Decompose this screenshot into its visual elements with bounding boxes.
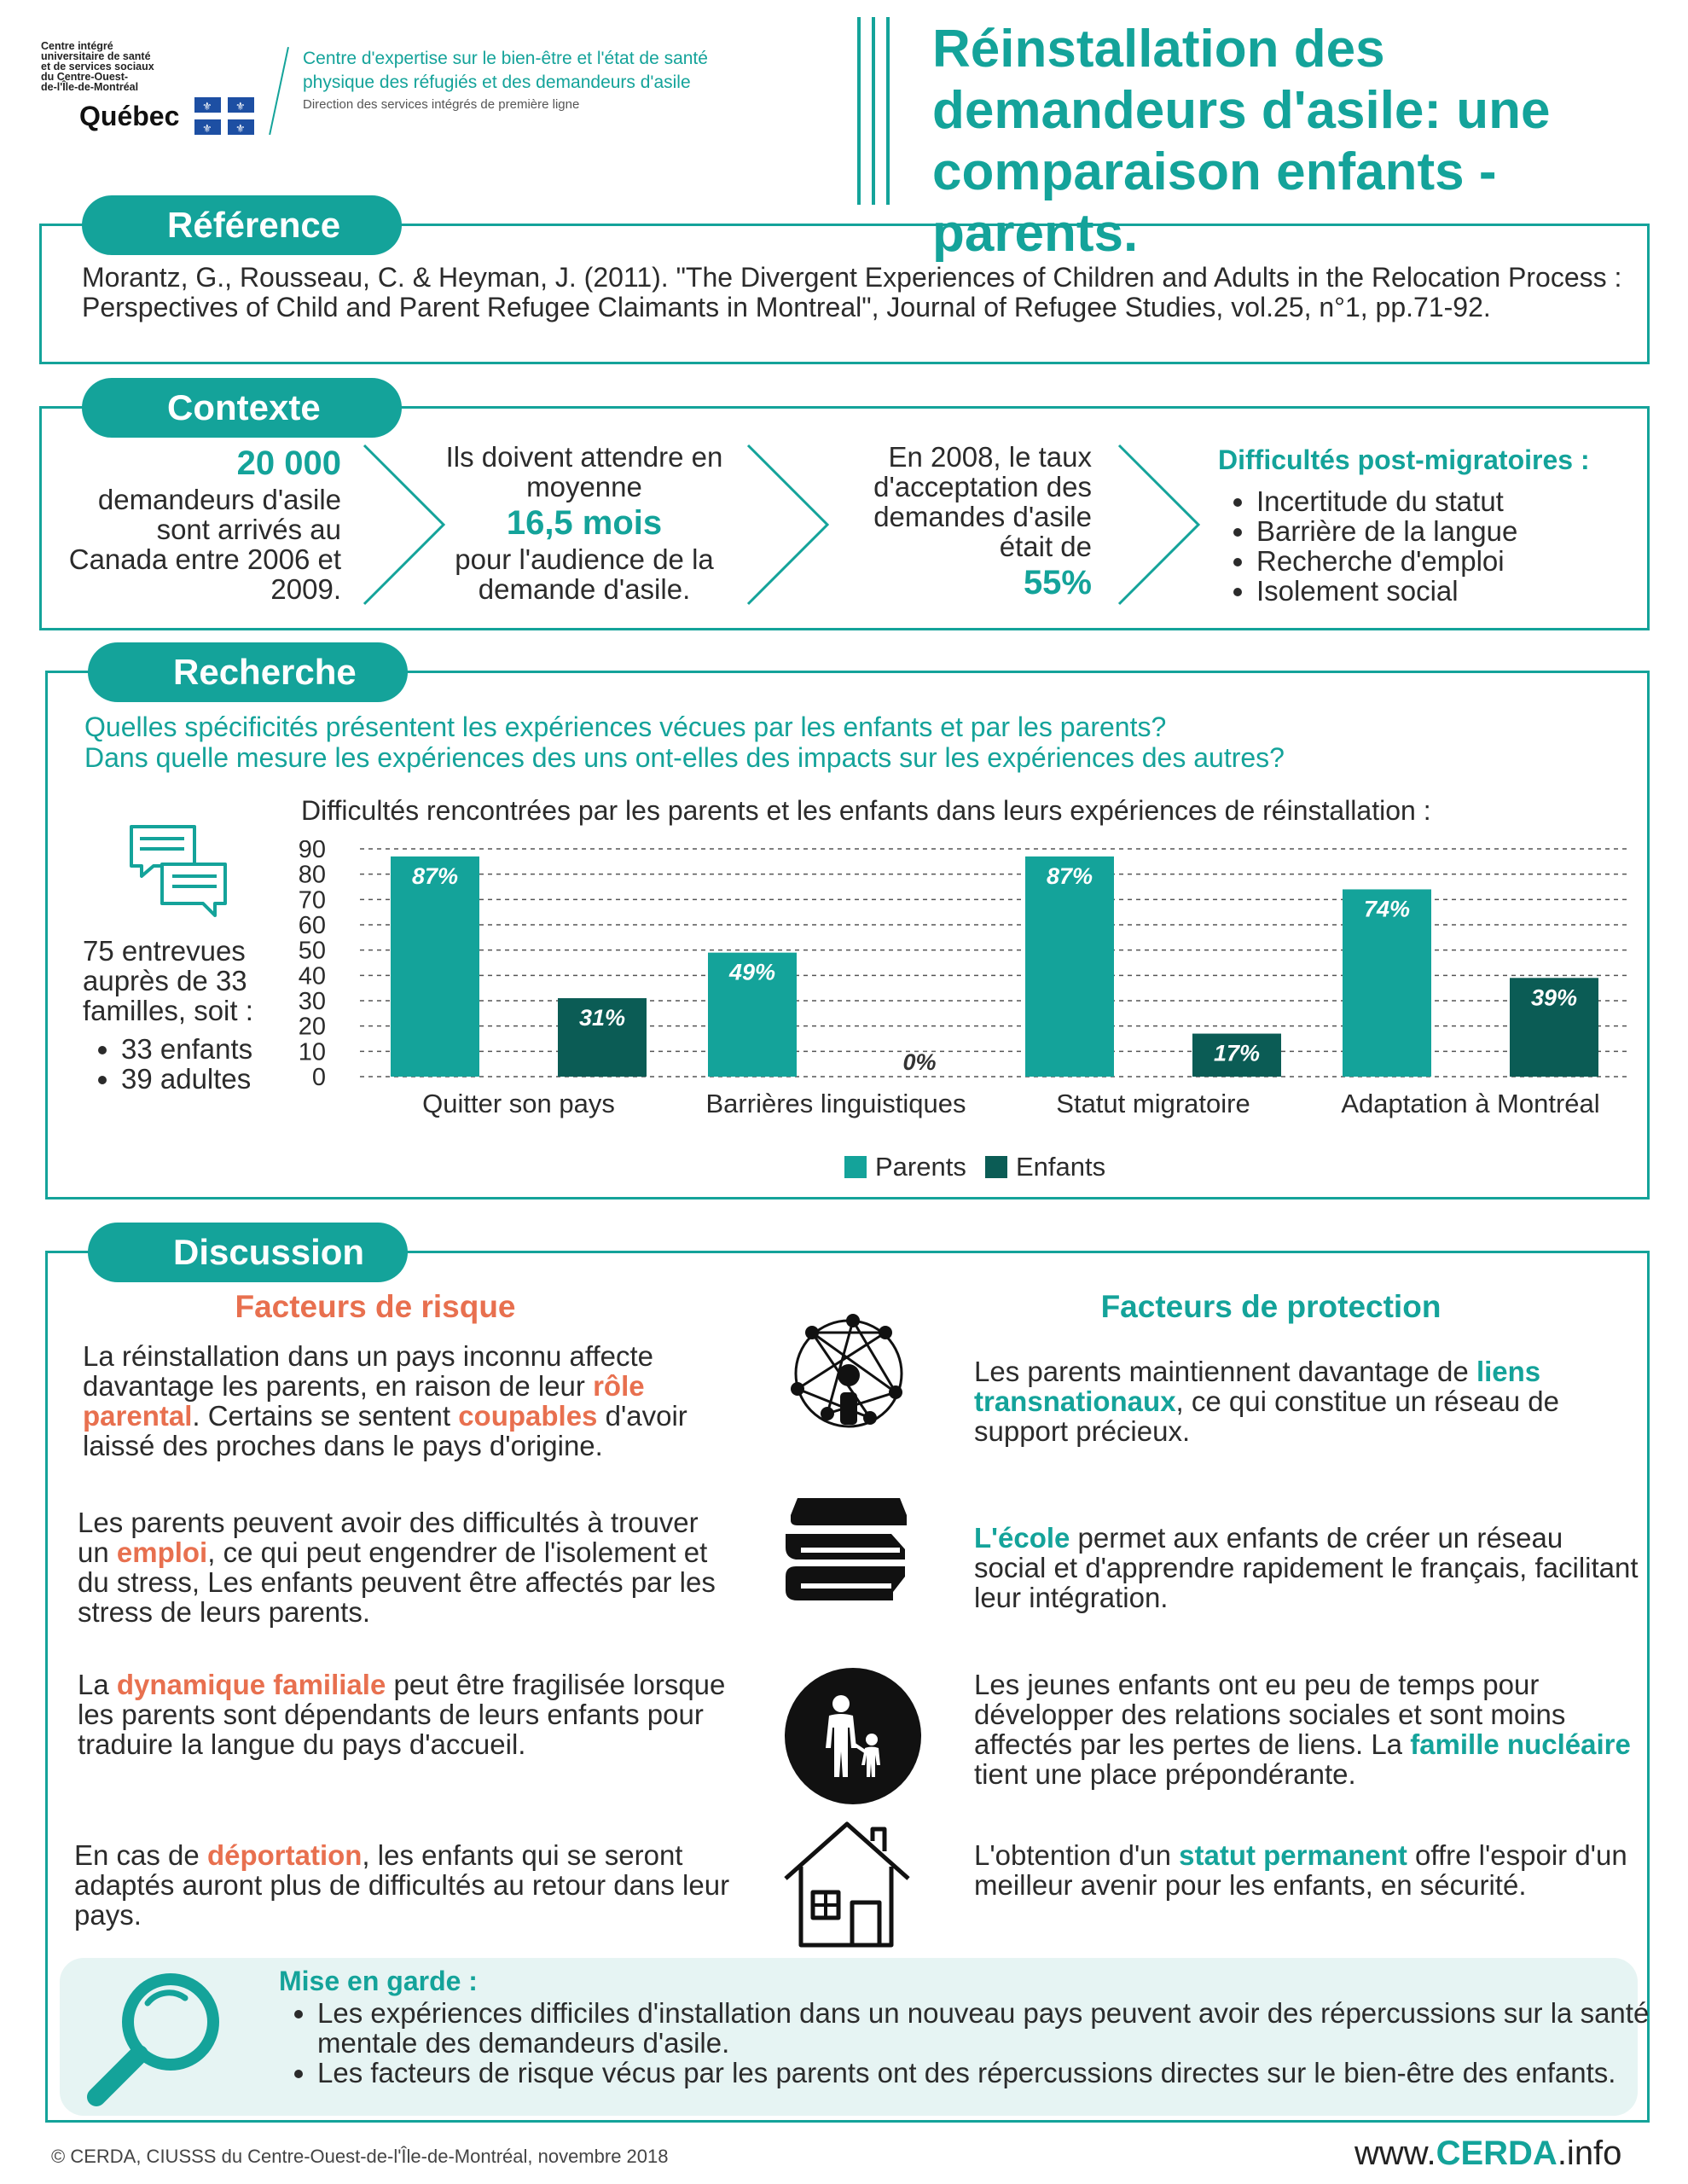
books-icon xyxy=(780,1491,913,1619)
list-item: • Incertitude du statut xyxy=(1256,486,1644,516)
title-bars xyxy=(857,17,891,205)
text-fragment: d'avoir laissé des proches dans le pays d'origine. xyxy=(83,1400,687,1461)
data-label: 49% xyxy=(728,959,776,985)
protection-factor-3 xyxy=(974,1670,1639,1789)
footer-site xyxy=(1354,2133,1621,2174)
caution-list xyxy=(279,1998,1665,2088)
parent-child-icon xyxy=(783,1666,924,1807)
y-tick-label: 10 xyxy=(298,1038,326,1066)
text-fragment: En cas de xyxy=(74,1839,207,1871)
context-wait-post: pour l'audience de la demande d'asile. xyxy=(455,543,714,605)
bar-parents xyxy=(1025,857,1114,1077)
contexte-heading: Contexte xyxy=(82,378,402,438)
text-fragment: permet aux enfants de créer un réseau social et d'apprendre rapidement le français, facilitant leur intégration. xyxy=(974,1522,1639,1613)
y-tick-label: 60 xyxy=(298,912,326,939)
ciusss-line: Centre intégré xyxy=(41,40,113,52)
list-item: • Isolement social xyxy=(1256,576,1644,606)
centre-name xyxy=(303,47,815,115)
y-tick-label: 90 xyxy=(298,840,326,863)
site-suffix: .info xyxy=(1557,2135,1622,2172)
protection-keyword: famille nucléaire xyxy=(1410,1728,1631,1760)
text-fragment: , les enfants qui se seront adaptés auront plus de difficultés au retour dans leur pays. xyxy=(74,1839,730,1931)
caution-title: Mise en garde : xyxy=(279,1966,478,1996)
centre-line2: physique des réfugiés et des demandeurs d'asile xyxy=(303,73,691,92)
arrow-chevron-icon xyxy=(746,444,832,606)
y-tick-label: 0 xyxy=(311,1064,326,1091)
svg-text:⚜: ⚜ xyxy=(235,123,246,135)
quebec-flag-icon xyxy=(194,97,254,135)
data-label: 31% xyxy=(578,1005,626,1031)
context-wait-number: 16,5 mois xyxy=(506,504,663,542)
risk-factor-3 xyxy=(78,1670,734,1759)
context-col4 xyxy=(1218,442,1644,606)
risk-keyword: rôle parental xyxy=(83,1370,645,1432)
bar-chart xyxy=(281,840,1638,1190)
text-fragment: , ce qui peut engendrer de l'isolement et du stress, Les enfants peuvent être affectés par les stress de leurs parents. xyxy=(78,1536,716,1628)
legend-label: Enfants xyxy=(1016,1152,1106,1182)
data-label: 87% xyxy=(411,863,459,889)
text-fragment: La réinstallation dans un pays inconnu affecte davantage les parents, en raison de leur xyxy=(83,1340,654,1402)
quebec-label: Québec xyxy=(79,101,180,131)
data-label: 39% xyxy=(1530,985,1578,1011)
house-icon xyxy=(780,1817,913,1954)
ciusss-line: du Centre-Ouest- xyxy=(41,71,129,83)
text-fragment: La xyxy=(78,1669,117,1700)
arrow-chevron-icon xyxy=(1117,444,1203,606)
bar-parents xyxy=(391,857,479,1077)
context-count: 20 000 xyxy=(236,444,341,482)
protection-keyword: liens transnationaux xyxy=(974,1356,1541,1417)
list-item: • 33 enfants xyxy=(121,1034,326,1064)
category-label: Adaptation à Montréal xyxy=(1341,1089,1600,1118)
centre-line1: Centre d'expertise sur le bien-être et l'état de santé xyxy=(303,49,708,68)
context-difficulties-title: Difficultés post-migratoires : xyxy=(1218,444,1590,475)
recherche-heading: Recherche xyxy=(88,642,408,702)
discussion-heading: Discussion xyxy=(88,1223,408,1282)
research-question-1: Quelles spécificités présentent les expériences vécues par les enfants et par les parents? xyxy=(84,712,1167,742)
protection-factor-2 xyxy=(974,1523,1639,1612)
text-fragment: tient une place prépondérante. xyxy=(974,1758,1356,1790)
risk-title: Facteurs de risque xyxy=(235,1289,516,1324)
context-difficulties-list xyxy=(1218,486,1644,606)
risk-factor-2 xyxy=(78,1507,734,1627)
protection-keyword: L'école xyxy=(974,1522,1070,1554)
risk-keyword: coupables xyxy=(458,1400,598,1432)
y-tick-label: 20 xyxy=(298,1013,326,1041)
context-count-text: demandeurs d'asile sont arrivés au Canada entre 2006 et 2009. xyxy=(68,484,341,605)
svg-text:⚜: ⚜ xyxy=(202,101,212,113)
footer-copyright: © CERDA, CIUSSS du Centre-Ouest-de-l'Île-de-Montréal, novembre 2018 xyxy=(51,2146,669,2167)
text-fragment: peut être fragilisée lorsque les parents sont dépendants de leurs enfants pour traduire la langue du pays d'accueil. xyxy=(78,1669,726,1760)
research-question-2: Dans quelle mesure les expériences des uns ont-elles des impacts sur les expériences des autres? xyxy=(84,742,1285,773)
svg-text:⚜: ⚜ xyxy=(202,123,212,135)
legend-swatch xyxy=(985,1156,1007,1178)
ciusss-line: universitaire de santé xyxy=(41,50,151,62)
protection-title: Facteurs de protection xyxy=(1100,1289,1441,1324)
text-fragment: , ce qui constitue un réseau de support précieux. xyxy=(974,1385,1560,1447)
site-prefix: www. xyxy=(1354,2135,1436,2172)
context-col2 xyxy=(444,442,725,604)
logo-divider xyxy=(269,47,289,135)
reference-heading: Référence xyxy=(82,195,402,255)
reference-text: Morantz, G., Rousseau, C. & Heyman, J. (2011). "The Divergent Experiences of Children and Adults in the Relocation Process : Perspectives of Child and Parent Refugee Claimants in Montreal", Journal of Refugee Studies, vol.25, n°1, pp.71-92. xyxy=(82,262,1622,322)
category-label: Quitter son pays xyxy=(422,1089,615,1118)
interviews-text: 75 entrevues auprès de 33 familles, soit : xyxy=(83,935,253,1026)
category-label: Statut migratoire xyxy=(1056,1089,1250,1118)
list-item: • Les expériences difficiles d'installation dans un nouveau pays peuvent avoir des répercussions sur la santé mentale des demandeurs d'asile. xyxy=(317,1998,1665,2058)
y-tick-label: 30 xyxy=(298,988,326,1015)
direction-line: Direction des services intégrés de première ligne xyxy=(303,97,580,112)
text-fragment: Les parents peuvent avoir des difficultés à trouver un xyxy=(78,1507,699,1568)
arrow-chevron-icon xyxy=(363,444,448,606)
magnifier-icon xyxy=(81,1964,226,2113)
protection-keyword: statut permanent xyxy=(1179,1839,1407,1871)
site-brand: CERDA xyxy=(1436,2135,1557,2172)
chat-bubbles-icon xyxy=(128,823,230,921)
risk-keyword: déportation xyxy=(206,1839,363,1871)
context-rate-number: 55% xyxy=(1023,564,1092,601)
chart-title: Difficultés rencontrées par les parents et les enfants dans leurs expériences de réinstallation : xyxy=(301,795,1431,826)
context-rate-pre: En 2008, le taux d'acceptation des demandes d'asile était de xyxy=(873,441,1092,562)
text-fragment: offre l'espoir d'un meilleur avenir pour les enfants, en sécurité. xyxy=(974,1839,1627,1901)
text-fragment: L'obtention d'un xyxy=(974,1839,1180,1871)
y-tick-label: 80 xyxy=(298,861,326,889)
context-wait-pre: Ils doivent attendre en moyenne xyxy=(445,441,723,502)
list-item: • Barrière de la langue xyxy=(1256,516,1644,546)
protection-factor-1 xyxy=(974,1356,1639,1446)
page-title: Réinstallation des demandeurs d'asile: une comparaison enfants - parents. xyxy=(932,20,1551,263)
risk-factor-4 xyxy=(74,1840,731,1930)
data-label: 87% xyxy=(1046,863,1093,889)
y-tick-label: 40 xyxy=(298,962,326,990)
risk-keyword: dynamique familiale xyxy=(116,1669,386,1700)
data-label: 0% xyxy=(902,1049,937,1075)
text-fragment: Les parents maintiennent davantage de xyxy=(974,1356,1476,1387)
data-label: 17% xyxy=(1213,1040,1261,1066)
legend-swatch xyxy=(844,1156,867,1178)
ciusss-logo xyxy=(41,41,263,135)
data-label: 74% xyxy=(1363,896,1411,922)
network-icon xyxy=(776,1307,921,1456)
ciusss-logo-text xyxy=(41,41,212,92)
y-tick-label: 50 xyxy=(298,937,326,965)
svg-text:⚜: ⚜ xyxy=(235,101,246,113)
text-fragment: . Certains se sentent xyxy=(192,1400,459,1432)
protection-factor-4 xyxy=(974,1840,1639,1900)
list-item: • Recherche d'emploi xyxy=(1256,546,1644,576)
category-label: Barrières linguistiques xyxy=(705,1089,966,1118)
list-item: • 39 adultes xyxy=(121,1064,326,1094)
text-fragment: Les jeunes enfants ont eu peu de temps pour développer des relations sociales et sont moins affectés par les pertes de liens. La xyxy=(974,1669,1566,1760)
y-tick-label: 70 xyxy=(298,886,326,915)
context-col1 xyxy=(51,442,341,604)
ciusss-line: de-l'Île-de-Montréal xyxy=(41,81,139,93)
context-col3 xyxy=(836,442,1092,604)
list-item: • Les facteurs de risque vécus par les parents ont des répercussions directes sur le bien-être des enfants. xyxy=(317,2058,1665,2088)
risk-factor-1 xyxy=(83,1341,740,1461)
legend-label: Parents xyxy=(875,1152,966,1182)
risk-keyword: emploi xyxy=(116,1536,208,1568)
ciusss-line: et de services sociaux xyxy=(41,61,154,73)
